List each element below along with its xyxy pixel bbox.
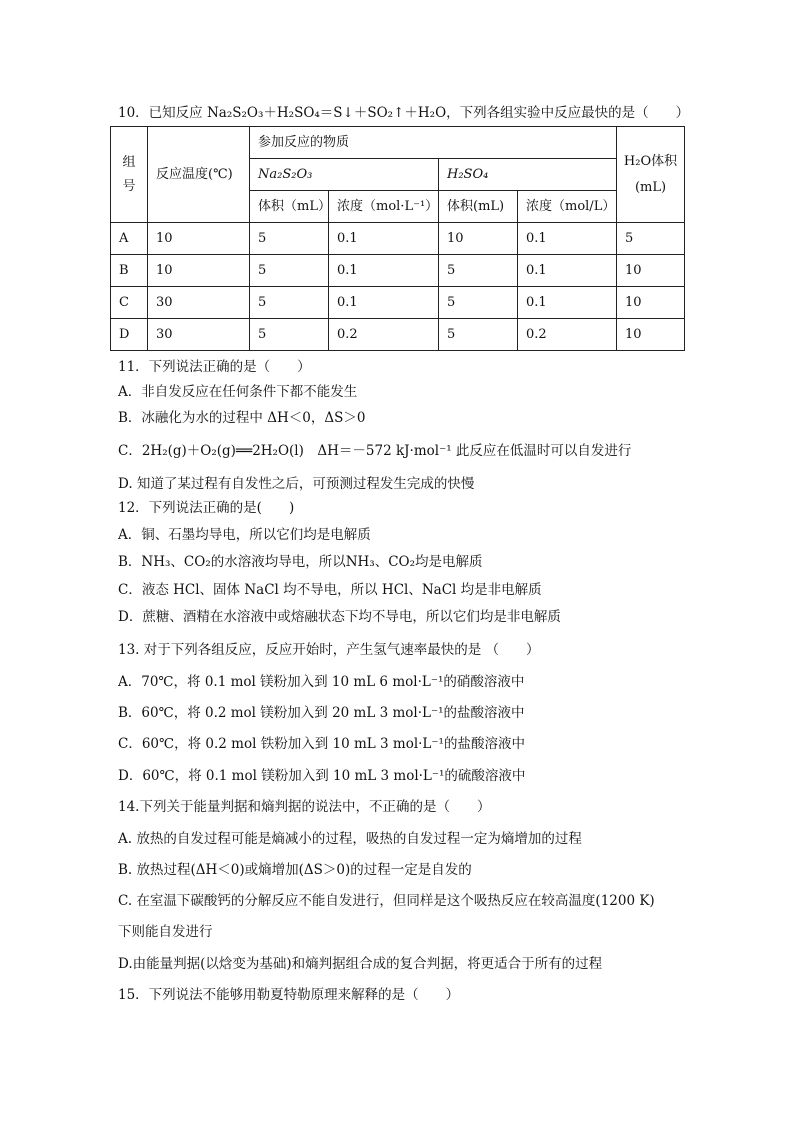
question-11-option-d: D. 知道了某过程有自发性之后，可预测过程发生完成的快慢	[118, 476, 475, 492]
question-12-option-b: B．NH₃、CO₂的水溶液均导电，所以NH₃、CO₂均是电解质	[118, 554, 483, 570]
header-na2s2o3: Na₂S₂O₃	[250, 159, 439, 191]
question-14-option-b: B. 放热过程(ΔH＜0)或熵增加(ΔS＞0)的过程一定是自发的	[118, 862, 472, 878]
cell-temp: 30	[148, 287, 250, 319]
cell-water: 10	[617, 319, 685, 351]
cell-v2: 5	[439, 319, 518, 351]
cell-temp: 10	[148, 255, 250, 287]
cell-temp: 30	[148, 319, 250, 351]
cell-v1: 5	[250, 255, 329, 287]
cell-v2: 10	[439, 223, 518, 255]
question-12-option-d: D．蔗糖、酒精在水溶液中或熔融状态下均不导电，所以它们均是非电解质	[118, 609, 561, 625]
cell-c1: 0.1	[329, 223, 439, 255]
question-14-option-c-line-1: C. 在室温下碳酸钙的分解反应不能自发进行，但同样是这个吸热反应在较高温度(1200 K)	[118, 893, 655, 909]
question-15-prompt: 15．下列说法不能够用勒夏特勒原理来解释的是（ ）	[118, 987, 460, 1003]
header-water-volume: H₂O体积(mL)	[617, 127, 685, 223]
question-12-option-c: C．液态 HCl、固体 NaCl 均不导电，所以 HCl、NaCl 均是非电解质	[118, 582, 542, 598]
header-concentration-1: 浓度（mol·L⁻¹）	[329, 191, 439, 223]
header-temperature: 反应温度(℃)	[148, 127, 250, 223]
cell-v1: 5	[250, 319, 329, 351]
cell-c2: 0.1	[518, 255, 617, 287]
cell-temp: 10	[148, 223, 250, 255]
cell-group: B	[111, 255, 148, 287]
cell-water: 5	[617, 223, 685, 255]
table-row	[111, 287, 685, 319]
header-concentration-2: 浓度（mol/L）	[518, 191, 617, 223]
question-11-prompt: 11．下列说法正确的是（ ）	[118, 359, 311, 375]
cell-group: D	[111, 319, 148, 351]
header-group: 组号	[111, 127, 148, 223]
question-14-option-c-line-2: 下则能自发进行	[118, 924, 213, 940]
question-10-prompt: 10．已知反应 Na₂S₂O₃＋H₂SO₄＝S↓＋SO₂↑＋H₂O，下列各组实验中反应最快的是（ ）	[118, 105, 690, 121]
question-12-prompt: 12．下列说法正确的是( )	[118, 500, 295, 516]
question-14-option-a: A. 放热的自发过程可能是熵减小的过程，吸热的自发过程一定为熵增加的过程	[118, 831, 582, 847]
cell-c1: 0.1	[329, 287, 439, 319]
table-row	[111, 255, 685, 287]
experiment-table	[110, 126, 685, 351]
cell-v1: 5	[250, 223, 329, 255]
cell-water: 10	[617, 287, 685, 319]
question-13-option-d: D．60℃，将 0.1 mol 镁粉加入到 10 mL 3 mol·L⁻¹的硫酸溶液中	[118, 768, 526, 784]
cell-water: 10	[617, 255, 685, 287]
question-13-option-b: B．60℃，将 0.2 mol 镁粉加入到 20 mL 3 mol·L⁻¹的盐酸溶液中	[118, 705, 525, 721]
question-14-prompt: 14.下列关于能量判据和熵判据的说法中，不正确的是（ ）	[118, 799, 491, 815]
cell-group: C	[111, 287, 148, 319]
question-14-option-d: D.由能量判据(以焓变为基础)和熵判据组合成的复合判据，将更适合于所有的过程	[118, 956, 603, 972]
question-13-option-a: A．70℃，将 0.1 mol 镁粉加入到 10 mL 6 mol·L⁻¹的硝酸溶液中	[118, 674, 525, 690]
cell-c2: 0.1	[518, 287, 617, 319]
question-11-option-c: C．2H₂(g)＋O₂(g)══2H₂O(l) ΔH＝－572 kJ·mol⁻¹ 此反应在低温时可以自发进行	[118, 443, 632, 459]
table-row	[111, 319, 685, 351]
question-11-option-a: A．非自发反应在任何条件下都不能发生	[118, 384, 358, 400]
cell-v2: 5	[439, 287, 518, 319]
header-volume-1: 体积（mL）	[250, 191, 329, 223]
cell-c1: 0.1	[329, 255, 439, 287]
table-row	[111, 223, 685, 255]
cell-group: A	[111, 223, 148, 255]
question-13-prompt: 13. 对于下列各组反应，反应开始时，产生氢气速率最快的是 （ ）	[118, 642, 540, 658]
cell-c1: 0.2	[329, 319, 439, 351]
header-reactants: 参加反应的物质	[250, 127, 617, 159]
question-11-option-b: B．冰融化为水的过程中 ΔH＜0，ΔS＞0	[118, 410, 366, 426]
cell-c2: 0.2	[518, 319, 617, 351]
header-volume-2: 体积(mL)	[439, 191, 518, 223]
cell-c2: 0.1	[518, 223, 617, 255]
cell-v2: 5	[439, 255, 518, 287]
header-h2so4: H₂SO₄	[439, 159, 617, 191]
question-12-option-a: A．铜、石墨均导电，所以它们均是电解质	[118, 527, 371, 543]
cell-v1: 5	[250, 287, 329, 319]
question-13-option-c: C．60℃，将 0.2 mol 铁粉加入到 10 mL 3 mol·L⁻¹的盐酸溶液中	[118, 736, 525, 752]
